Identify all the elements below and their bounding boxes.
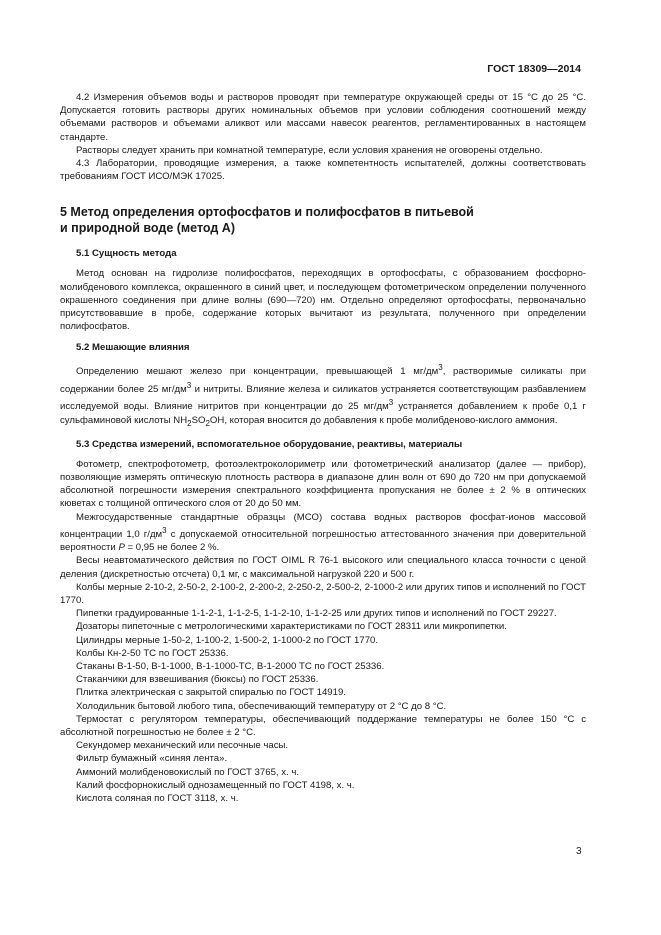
paragraph-5-2: Определению мешают железо при концентрации, превышающей 1 $мг/дм^3$, растворимые силикаты при содержании более 25 $мг/дм^3$ и нитриты. Влияние железа и силикатов устраняется соответствующим разбавлением исследуемой воды. Влияние нитритов при концентрации до 25 $мг/дм^3$ устраняется добавлением к пробе 0,1 г сульфаминовой кислоты $NH_2SO_2OH$, которая вносится до добавления к пробе молибденово-кислого аммония.	[60, 363, 586, 428]
reagent-item-ammonium-molybdate: Аммоний молибденовокислый по ГОСТ 3765, х. ч.	[76, 766, 300, 778]
section-5-1-heading: 5.1 Сущность метода	[76, 248, 177, 260]
equipment-item-weighing-bottles: Стаканчики для взвешивания (бюксы) по ГОСТ 25336.	[76, 674, 319, 686]
section-5-3-heading: 5.3 Средства измерений, вспомогательное оборудование, реактивы, материалы	[76, 438, 463, 450]
equipment-item-flasks: Колбы мерные 2-10-2, 2-50-2, 2-100-2, 2-200-2, 2-250-2, 2-500-2, 2-1000-2 или других типов и исполнений по ГОСТ 1770.	[60, 581, 586, 606]
equipment-item-stopwatch: Секундомер механический или песочные часы.	[76, 740, 289, 752]
paragraph-5-1: Метод основан на гидролизе полифосфатов, переходящих в ортофосфаты, с образованием фосфорно-молибденового комплекса, окрашенного в синий цвет, и последующем фотометрическом определении полученного окрашенного соединения при длине волны (690—720) нм. Отдельно определяют ортофосфаты, первоначально присутствовавшие в пробе, содержание которых вычитают из результата, полученного при определении полифосфатов.	[60, 268, 586, 333]
section-5-heading-line2: и природной воде (метод А)	[60, 221, 235, 236]
equipment-item-thermostat: Термостат с регулятором температуры, обеспечивающий поддержание температуры не более 150 °С с абсолютной погрешностью не более ± 2 °С.	[60, 713, 586, 738]
section-5-heading	[60, 204, 586, 236]
standard-header: ГОСТ 18309—2014	[487, 63, 581, 75]
paragraph-storage: Растворы следует хранить при комнатной температуре, если условия хранения не оговорены отдельно.	[76, 144, 543, 156]
equipment-item-conical-flasks: Колбы Кн-2-50 ТС по ГОСТ 25336.	[76, 647, 229, 659]
equipment-item-filter: Фильтр бумажный «синяя лента».	[76, 753, 228, 765]
paragraph-standard-samples: Межгосударственные стандартные образцы (МСО) состава водных растворов фосфат-ионов массовой концентрации 1,0 $г/дм^3$ с допускаемой относительной погрешностью аттестованного значения при доверительной вероятности Р = 0,95 не более 2 %.	[60, 511, 586, 554]
reagent-item-hydrochloric-acid: Кислота соляная по ГОСТ 3118, х. ч.	[76, 792, 239, 804]
equipment-item-cylinders: Цилиндры мерные 1-50-2, 1-100-2, 1-500-2, 1-1000-2 по ГОСТ 1770.	[76, 634, 379, 646]
equipment-item-scales: Весы неавтоматического действия по ГОСТ OIML R 76-1 высокого или специального класса точности с ценой деления (дискретностью отсчета) 0,1 мг, с максимальной нагрузкой 220 и 500 г.	[60, 555, 586, 580]
paragraph-photometer: Фотометр, спектрофотометр, фотоэлектроколориметр или фотометрический анализатор (далее — прибор), позволяющие измерять оптическую плотность раствора в диапазоне длин волн от 690 до 720 нм при допускаемой абсолютной погрешности измерения спектрального коэффициента пропускания не более ± 2 % в оптических кюветах с толщиной оптического слоя от 20 до 50 мм.	[60, 458, 586, 510]
equipment-item-dispensers: Дозаторы пипеточные с метрологическими характеристиками по ГОСТ 28311 или микропипетки.	[76, 621, 507, 633]
reagent-item-potassium-phosphate: Калий фосфорнокислый однозамещенный по ГОСТ 4198, х. ч.	[76, 779, 355, 791]
page-content	[60, 91, 586, 805]
section-5-2-heading: 5.2 Мешающие влияния	[76, 342, 190, 354]
paragraph-4-2: 4.2 Измерения объемов воды и растворов проводят при температуре окружающей среды от 15 °С до 25 °С. Допускается готовить растворы других номинальных объемов при условии соблюдения соотношений между объемами растворов и объемами аликвот или массами навесок реагентов, регламентированных в настоящем стандарте.	[60, 92, 586, 143]
page-number: 3	[576, 846, 582, 857]
paragraph-4-3: 4.3 Лаборатории, проводящие измерения, а также компетентность испытателей, должны соответствовать требованиям ГОСТ ИСО/МЭК 17025.	[60, 158, 586, 183]
equipment-item-hotplate: Плитка электрическая с закрытой спиралью по ГОСТ 14919.	[76, 687, 346, 699]
section-5-heading-line1: 5 Метод определения ортофосфатов и полифосфатов в питьевой	[60, 205, 474, 220]
equipment-item-beakers: Стаканы В-1-50, В-1-1000, В-1-1000-ТС, В-1-2000 ТС по ГОСТ 25336.	[76, 660, 385, 672]
equipment-item-refrigerator: Холодильник бытовой любого типа, обеспечивающий температуру от 2 °С до 8 °С.	[76, 700, 447, 712]
equipment-item-pipettes: Пипетки градуированные 1-1-2-1, 1-1-2-5, 1-1-2-10, 1-1-2-25 или других типов и исполнений по ГОСТ 29227.	[76, 608, 557, 620]
